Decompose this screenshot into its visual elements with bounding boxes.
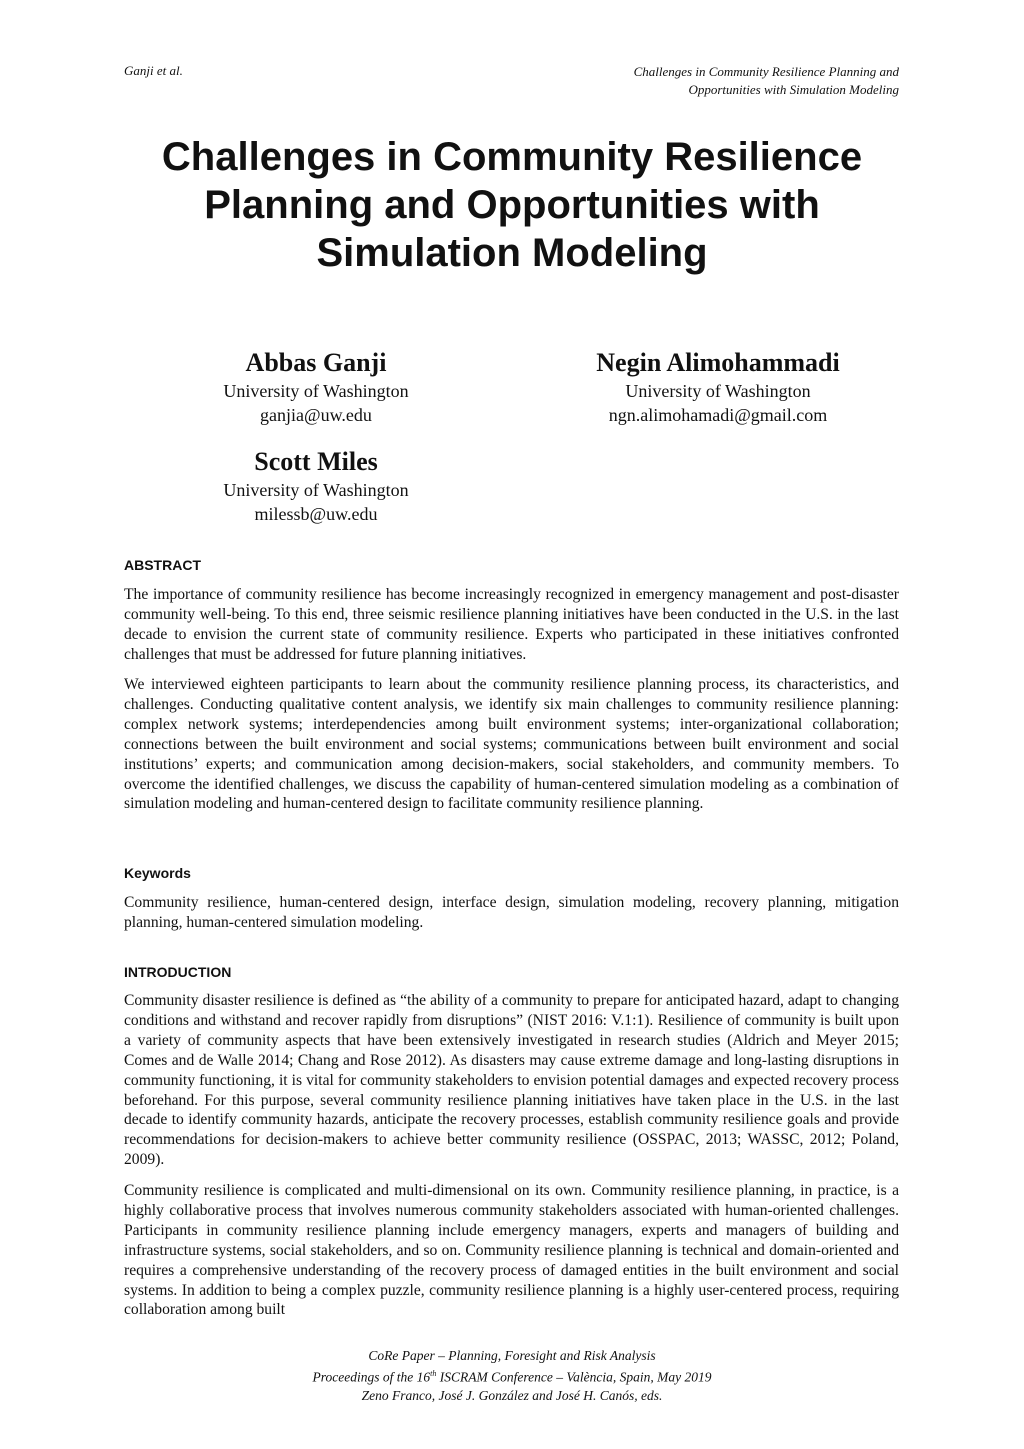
running-header-authors: Ganji et al.: [124, 63, 183, 78]
author-email: milessb@uw.edu: [254, 504, 378, 524]
running-header-title-line1: Challenges in Community Resilience Planning and: [633, 64, 899, 79]
abstract-heading: ABSTRACT: [124, 557, 201, 573]
author-block: [166, 348, 466, 427]
author-email: ganjia@uw.edu: [260, 405, 372, 425]
footer-proceedings-sup: th: [430, 1369, 437, 1378]
author-name: Abbas Ganji: [245, 348, 387, 377]
author-name: Scott Miles: [254, 447, 378, 476]
introduction-paragraph: Community disaster resilience is defined as “the ability of a community to prepare for anticipated hazard, adapt to changing conditions and withstand and recover rapidly from disruptions” (NIST 2016: V.1:1). Resilience of community is built upon a variety of community aspects that have been extensively investigated in research studies (Aldrich and Meyer 2015; Comes and de Walle 2014; Chang and Rose 2012). As disasters may cause extreme damage and long-lasting disruptions in community functioning, it is vital for community stakeholders to envision potential damages and expected recovery process beforehand. For this purpose, several community resilience planning initiatives have taken place in the U.S. in the last decade to identify community hazards, anticipate the recovery processes, establish community resilience goals and provide recommendations for decision-makers to achieve better community resilience (OSSPAC, 2013; WASSC, 2012; Poland, 2009).: [124, 992, 899, 1169]
abstract-paragraph: We interviewed eighteen participants to learn about the community resilience planning process, its characteristics, and challenges. Conducting qualitative content analysis, we identify six main challenges to community resilience planning: complex network systems; interdependencies among built environment systems; inter-organizational collaboration; connections between the built environment and social systems; communications between built environment and social institutions’ experts; and communication among decision-makers, social stakeholders, and community members. To overcome the identified challenges, we discuss the capability of human-centered simulation modeling as a combination of simulation modeling and human-centered design to facilitate community resilience planning.: [124, 676, 899, 813]
keywords-heading: Keywords: [124, 865, 191, 881]
author-affiliation: University of Washington: [625, 381, 811, 401]
paper-title-line3: Simulation Modeling: [316, 231, 708, 275]
footer-proceedings-post: ISCRAM Conference – València, Spain, May 2019: [436, 1369, 712, 1385]
author-name: Negin Alimohammadi: [596, 348, 840, 377]
paper-title-line2: Planning and Opportunities with: [204, 183, 820, 227]
footer-editors: Zeno Franco, José J. González and José H. Canós, eds.: [361, 1387, 663, 1403]
footer-proceedings: [212, 1365, 812, 1387]
paper-title-line1: Challenges in Community Resilience: [161, 135, 863, 179]
running-header-title-line2: Opportunities with Simulation Modeling: [688, 82, 899, 97]
running-header-title: [479, 63, 899, 99]
author-affiliation: University of Washington: [223, 381, 409, 401]
introduction-heading: INTRODUCTION: [124, 964, 232, 980]
author-affiliation: University of Washington: [223, 480, 409, 500]
page-footer: [212, 1347, 812, 1405]
footer-track: CoRe Paper – Planning, Foresight and Risk Analysis: [368, 1348, 656, 1363]
abstract-paragraph: The importance of community resilience has become increasingly recognized in emergency management and post-disaster community well-being. To this end, three seismic resilience planning initiatives have been conducted in the U.S. in the last decade to envision the current state of community resilience. Experts who participated in these initiatives confronted challenges that must be addressed for future planning initiatives.: [124, 586, 899, 663]
footer-proceedings-pre: Proceedings of the 16: [312, 1369, 431, 1385]
keywords-text: Community resilience, human-centered design, interface design, simulation modeling, recovery planning, mitigation planning, human-centered simulation modeling.: [124, 894, 899, 931]
author-block: [166, 447, 466, 526]
author-block: [568, 348, 868, 427]
introduction-paragraph: Community resilience is complicated and multi-dimensional on its own. Community resilience planning, in practice, is a highly collaborative process that involves numerous community stakeholders associated with human-oriented challenges. Participants in community resilience planning include emergency managers, experts and managers of building and infrastructure systems, social stakeholders, and so on. Community resilience planning is technical and domain-oriented and requires a comprehensive understanding of the recovery process of damaged entities in the built environment and social systems. In addition to being a complex puzzle, community resilience planning is a highly user-centered process, requiring collaboration among built: [124, 1182, 899, 1319]
paper-title: [112, 133, 912, 277]
author-email: ngn.alimohamadi@gmail.com: [608, 405, 828, 425]
